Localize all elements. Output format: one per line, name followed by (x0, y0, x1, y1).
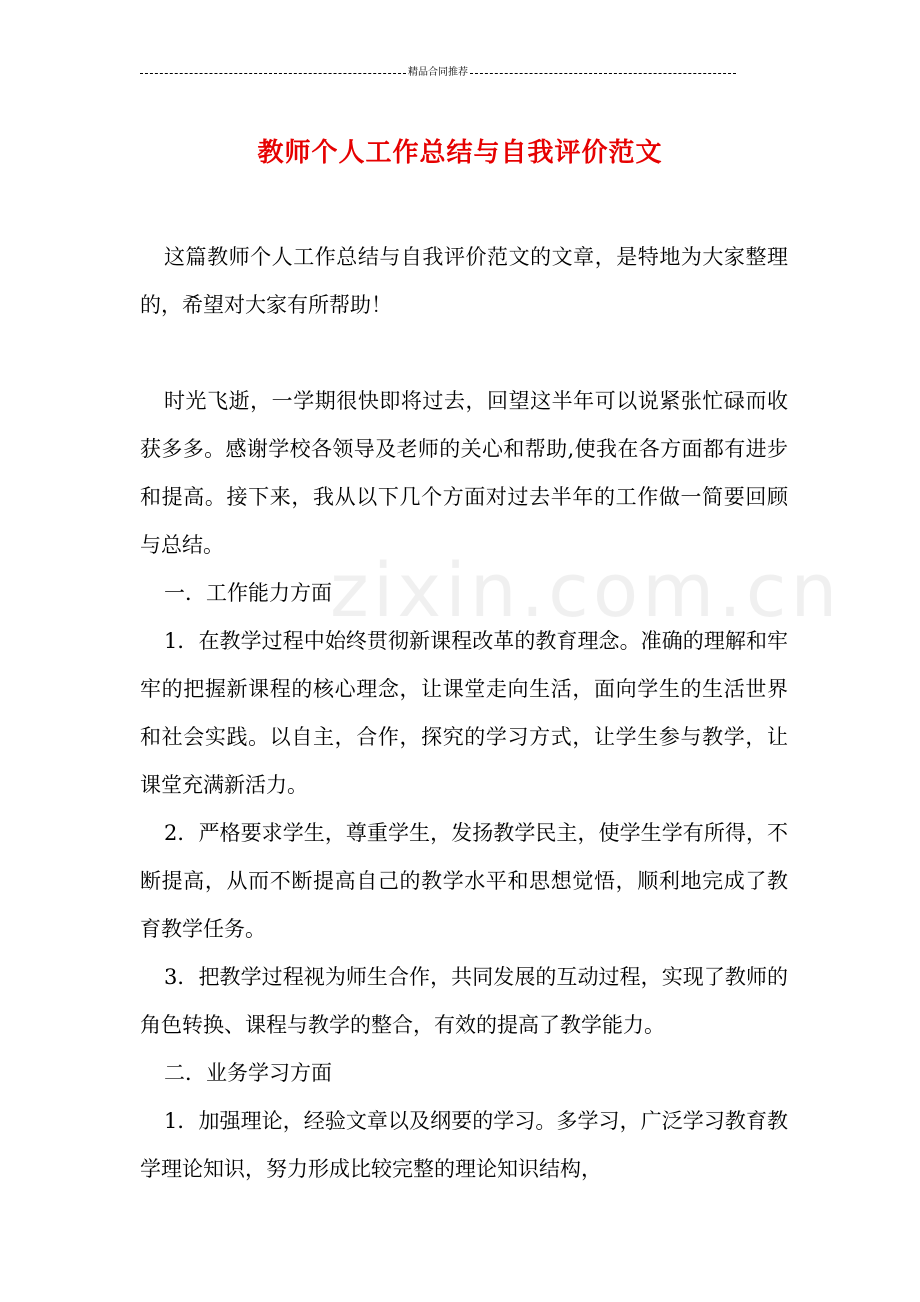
opening-paragraph: 时光飞逝，一学期很快即将过去，回望这半年可以说紧张忙碌而收获多多。感谢学校各领导及老师的关心和帮助,使我在各方面都有进步和提高。接下来，我从以下几个方面对过去半年的工作做一简要回顾与总结。 (140, 389, 788, 557)
section-heading-1: 一．工作能力方面 (164, 581, 332, 605)
section2-item-1: 1．加强理论，经验文章以及纲要的学习。多学习，广泛学习教育教学理论知识，努力形成比较完整的理论知识结构， (140, 1109, 788, 1181)
header-dash-left (140, 73, 406, 74)
watermark: zixin.com.cn (330, 548, 842, 634)
document-title: 教师个人工作总结与自我评价范文 (257, 138, 663, 169)
section1-item-3: 3．把教学过程视为师生合作，共同发展的互动过程，实现了教师的角色转换、课程与教学的整合，有效的提高了教学能力。 (140, 965, 788, 1037)
page-header (140, 66, 736, 80)
header-label: 精品合同推荐 (408, 67, 468, 78)
section1-item-2: 2．严格要求学生，尊重学生，发扬教学民主，使学生学有所得，不断提高，从而不断提高自己的教学水平和思想觉悟，顺利地完成了教育教学任务。 (140, 821, 788, 941)
document-body (140, 233, 788, 1193)
section1-item-1: 1．在教学过程中始终贯彻新课程改革的教育理念。准确的理解和牢牢的把握新课程的核心理念，让课堂走向生活，面向学生的生活世界和社会实践。以自主，合作，探究的学习方式，让学生参与教学，让课堂充满新活力。 (140, 629, 788, 797)
intro-paragraph: 这篇教师个人工作总结与自我评价范文的文章，是特地为大家整理的，希望对大家有所帮助！ (140, 245, 788, 317)
paragraph-spacer (140, 329, 788, 377)
header-dash-right (470, 73, 736, 74)
section-heading-2: 二．业务学习方面 (164, 1061, 332, 1085)
